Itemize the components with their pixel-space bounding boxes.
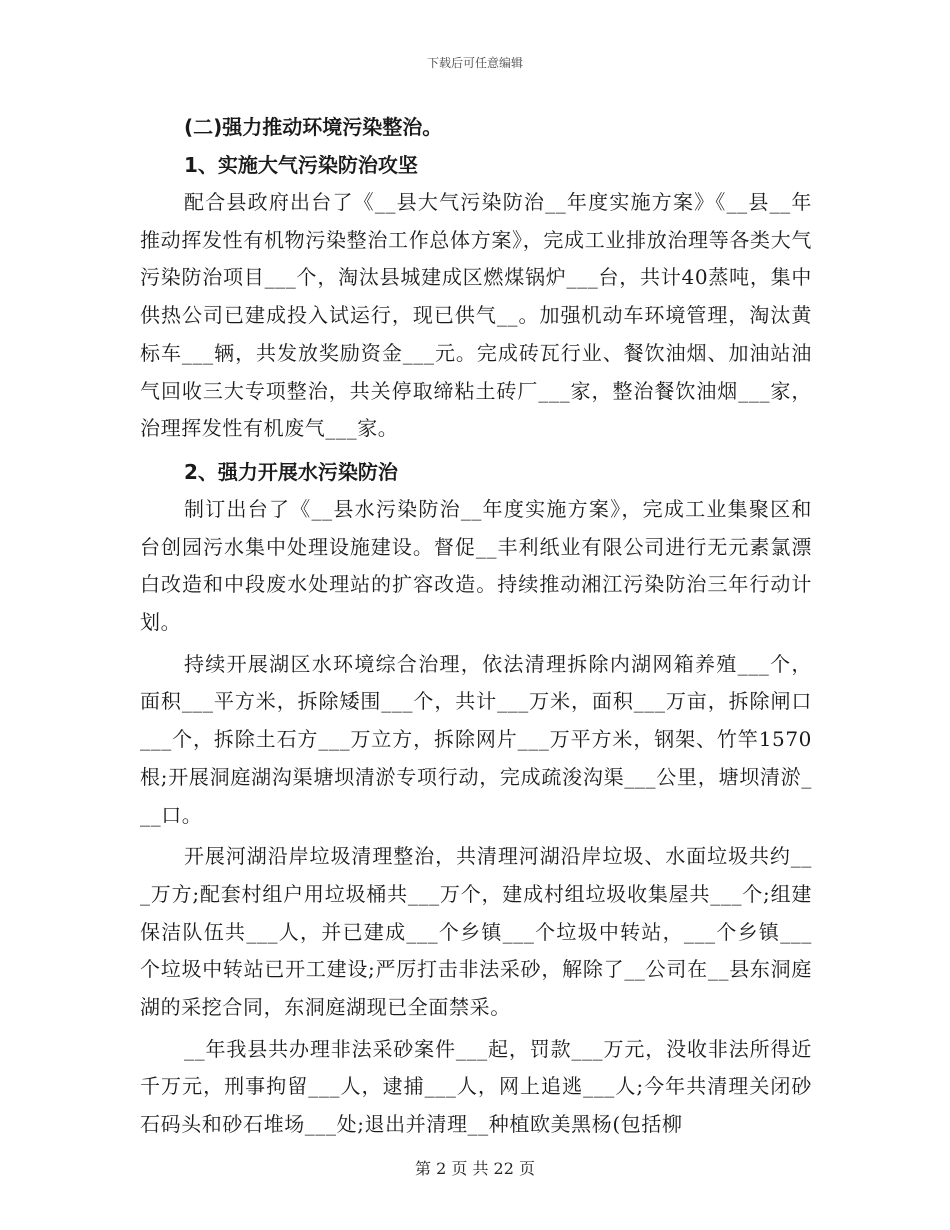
paragraph-sand-mining: __年我县共办理非法采砂案件___起，罚款___万元，没收非法所得近千万元，刑事拘留___人，逮捕___人，网上追逃___人;今年共清理关闭砂石码头和砂石堆场___处;退出并清理__种植欧美黑杨(包括柳 <box>140 1036 812 1137</box>
subsection-title-water: 2、强力开展水污染防治 <box>184 459 398 484</box>
page-number: 第 2 页 共 22 页 <box>415 1159 535 1178</box>
paragraph-water-plan: 制订出台了《__县水污染防治__年度实施方案》，完成工业集聚区和台创园污水集中处理设施建设。督促__丰利纸业有限公司进行无元素氯漂白改造和中段废水处理站的扩容改造。持续推动湘江污染防治三年行动计划。 <box>140 496 812 635</box>
page-header-note: 下载后可任意编辑 <box>426 56 523 70</box>
subsection-title-air: 1、实施大气污染防治攻坚 <box>184 153 418 177</box>
paragraph-air-pollution: 配合县政府出台了《__县大气污染防治__年度实施方案》《__县__年推动挥发性有机物污染整治工作总体方案》，完成工业排放治理等各类大气污染防治项目___个，淘汰县城建成区燃煤锅炉___台，共计40蒸吨，集中供热公司已建成投入试运行，现已供气__。加强机动车环境管理，淘汰黄标车___辆，共发放奖励资金___元。完成砖瓦行业、餐饮油烟、加油站油气回收三大专项整治，共关停取缔粘土砖厂___家，整治餐饮油烟___家，治理挥发性有机废气___家。 <box>140 190 812 441</box>
paragraph-garbage-cleanup: 开展河湖沿岸垃圾清理整治，共清理河湖沿岸垃圾、水面垃圾共约___万方;配套村组户用垃圾桶共___万个，建成村组垃圾收集屋共___个;组建保洁队伍共___人，并已建成___个乡镇___个垃圾中转站，___个乡镇___个垃圾中转站已开工建设;严厉打击非法采砂，解除了__公司在__县东洞庭湖的采挖合同，东洞庭湖现已全面禁采。 <box>140 844 812 1020</box>
section-title: (二)强力推动环境污染整治。 <box>184 115 443 139</box>
document-body <box>140 108 812 1148</box>
paragraph-lake-treatment: 持续开展湖区水环境综合治理，依法清理拆除内湖网箱养殖___个，面积___平方米，拆除矮围___个，共计___万米，面积___万亩，拆除闸口___个，拆除土石方___万立方，拆除网片___万平方米，钢架、竹竿1570根;开展洞庭湖沟渠塘坝清淤专项行动，完成疏浚沟渠___公里，塘坝清淤___口。 <box>140 651 812 827</box>
